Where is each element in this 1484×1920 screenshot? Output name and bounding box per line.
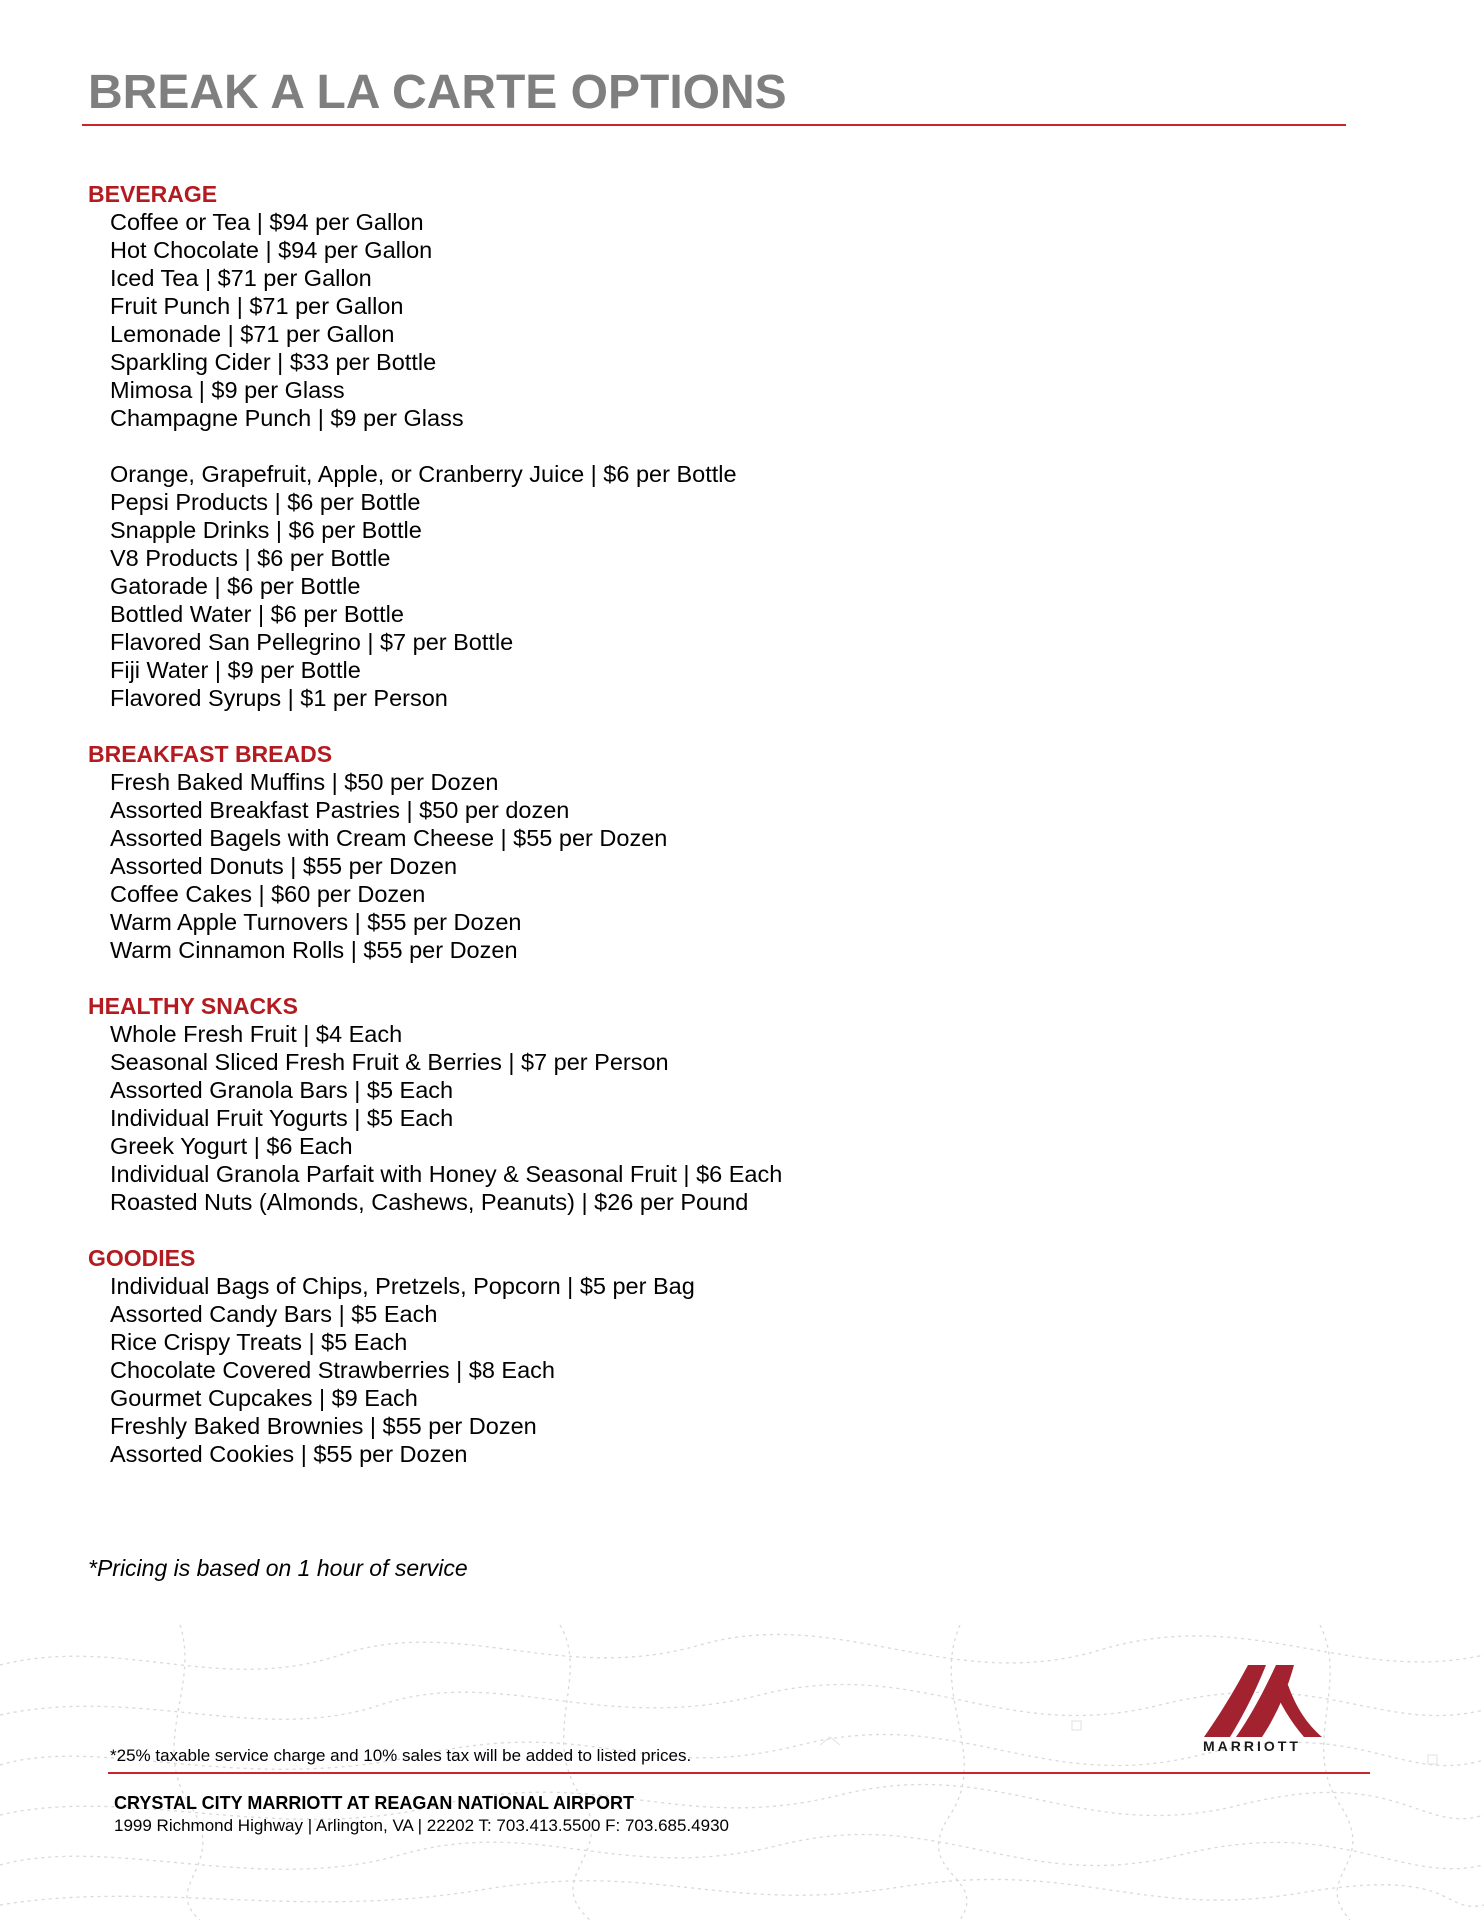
hotel-name: CRYSTAL CITY MARRIOTT AT REAGAN NATIONAL AIRPORT — [114, 1793, 634, 1813]
menu-item: Fiji Water | $9 per Bottle — [110, 657, 361, 683]
menu-item: Warm Apple Turnovers | $55 per Dozen — [110, 909, 522, 935]
section-heading: GOODIES — [88, 1245, 196, 1271]
hotel-address: 1999 Richmond Highway | Arlington, VA | 22202 T: 703.413.5500 F: 703.685.4930 — [114, 1816, 729, 1835]
menu-item: Roasted Nuts (Almonds, Cashews, Peanuts) | $26 per Pound — [110, 1189, 749, 1215]
menu-item: Flavored Syrups | $1 per Person — [110, 685, 448, 711]
pricing-note: *Pricing is based on 1 hour of service — [88, 1555, 468, 1581]
menu-item: Snapple Drinks | $6 per Bottle — [110, 517, 422, 543]
menu-item: Chocolate Covered Strawberries | $8 Each — [110, 1357, 555, 1383]
page-title: BREAK A LA CARTE OPTIONS — [88, 66, 787, 119]
menu-item: Seasonal Sliced Fresh Fruit & Berries | $7 per Person — [110, 1049, 669, 1075]
menu-item: Mimosa | $9 per Glass — [110, 377, 345, 403]
menu-item: Individual Fruit Yogurts | $5 Each — [110, 1105, 454, 1131]
menu-item: Gourmet Cupcakes | $9 Each — [110, 1385, 418, 1411]
menu-item: Gatorade | $6 per Bottle — [110, 573, 361, 599]
section-spacer — [88, 1216, 1288, 1244]
section-spacer — [88, 964, 1288, 992]
section-heading: BREAKFAST BREADS — [88, 741, 333, 767]
menu-item: Orange, Grapefruit, Apple, or Cranberry Juice | $6 per Bottle — [110, 461, 737, 487]
menu-item: Lemonade | $71 per Gallon — [110, 321, 395, 347]
section-heading: BEVERAGE — [88, 181, 218, 207]
menu-item: V8 Products | $6 per Bottle — [110, 545, 391, 571]
menu-item: Coffee or Tea | $94 per Gallon — [110, 209, 424, 235]
menu-item: Assorted Candy Bars | $5 Each — [110, 1301, 438, 1327]
menu-item: Assorted Donuts | $55 per Dozen — [110, 853, 458, 879]
menu-item: Individual Granola Parfait with Honey & Seasonal Fruit | $6 Each — [110, 1161, 783, 1187]
tax-note: *25% taxable service charge and 10% sales tax will be added to listed prices. — [110, 1746, 692, 1765]
menu-item: Fresh Baked Muffins | $50 per Dozen — [110, 769, 499, 795]
menu-item: Greek Yogurt | $6 Each — [110, 1133, 353, 1159]
menu-item: Flavored San Pellegrino | $7 per Bottle — [110, 629, 514, 655]
menu-item: Coffee Cakes | $60 per Dozen — [110, 881, 426, 907]
title-divider — [82, 124, 1346, 126]
menu-item: Hot Chocolate | $94 per Gallon — [110, 237, 433, 263]
menu-item: Assorted Cookies | $55 per Dozen — [110, 1441, 468, 1467]
menu-content — [88, 180, 1288, 1468]
menu-item: Assorted Bagels with Cream Cheese | $55 per Dozen — [110, 825, 668, 851]
menu-item: Whole Fresh Fruit | $4 Each — [110, 1021, 403, 1047]
group-spacer — [88, 432, 1288, 460]
menu-item: Pepsi Products | $6 per Bottle — [110, 489, 421, 515]
menu-item: Assorted Breakfast Pastries | $50 per dozen — [110, 797, 570, 823]
brand-wordmark: MARRIOTT — [1203, 1738, 1301, 1754]
footer-divider — [108, 1772, 1370, 1774]
section-heading: HEALTHY SNACKS — [88, 993, 298, 1019]
menu-item: Champagne Punch | $9 per Glass — [110, 405, 464, 431]
menu-item: Bottled Water | $6 per Bottle — [110, 601, 404, 627]
menu-item: Rice Crispy Treats | $5 Each — [110, 1329, 408, 1355]
menu-item: Fruit Punch | $71 per Gallon — [110, 293, 404, 319]
menu-item: Freshly Baked Brownies | $55 per Dozen — [110, 1413, 537, 1439]
menu-item: Warm Cinnamon Rolls | $55 per Dozen — [110, 937, 518, 963]
menu-item: Assorted Granola Bars | $5 Each — [110, 1077, 454, 1103]
menu-item: Sparkling Cider | $33 per Bottle — [110, 349, 437, 375]
menu-item: Iced Tea | $71 per Gallon — [110, 265, 372, 291]
menu-item: Individual Bags of Chips, Pretzels, Popcorn | $5 per Bag — [110, 1273, 695, 1299]
section-spacer — [88, 712, 1288, 740]
